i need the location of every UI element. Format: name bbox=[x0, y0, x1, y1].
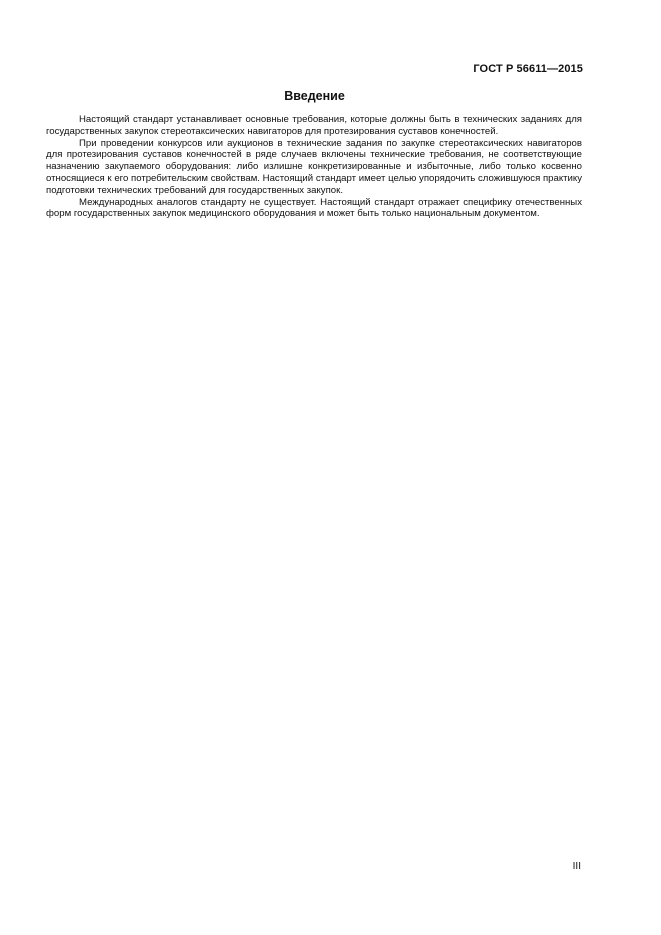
paragraph: Настоящий стандарт устанавливает основные требования, которые должны быть в технических заданиях для государственных закупок стереотаксических навигаторов для протезирования суставов конечностей. bbox=[46, 114, 582, 137]
page-number: III bbox=[572, 861, 581, 872]
introduction-body bbox=[46, 114, 582, 220]
document-code: ГОСТ Р 56611—2015 bbox=[473, 63, 583, 75]
paragraph: При проведении конкурсов или аукционов в технические задания по закупке стереотаксических навигаторов для протезирования суставов конечностей в ряде случаев включены технические требования, не соответствующие назначению закупаемого оборудования: либо излишне конкретизированные и избыточные, либо только косвенно относящиеся к его потребительским свойствам. Настоящий стандарт имеет целью упорядочить сложившуюся практику подготовки технических требований для государственных закупок. bbox=[46, 137, 582, 196]
section-title: Введение bbox=[284, 89, 345, 103]
paragraph: Международных аналогов стандарту не существует. Настоящий стандарт отражает специфику отечественных форм государственных закупок медицинского оборудования и может быть только национальным документом. bbox=[46, 196, 582, 220]
